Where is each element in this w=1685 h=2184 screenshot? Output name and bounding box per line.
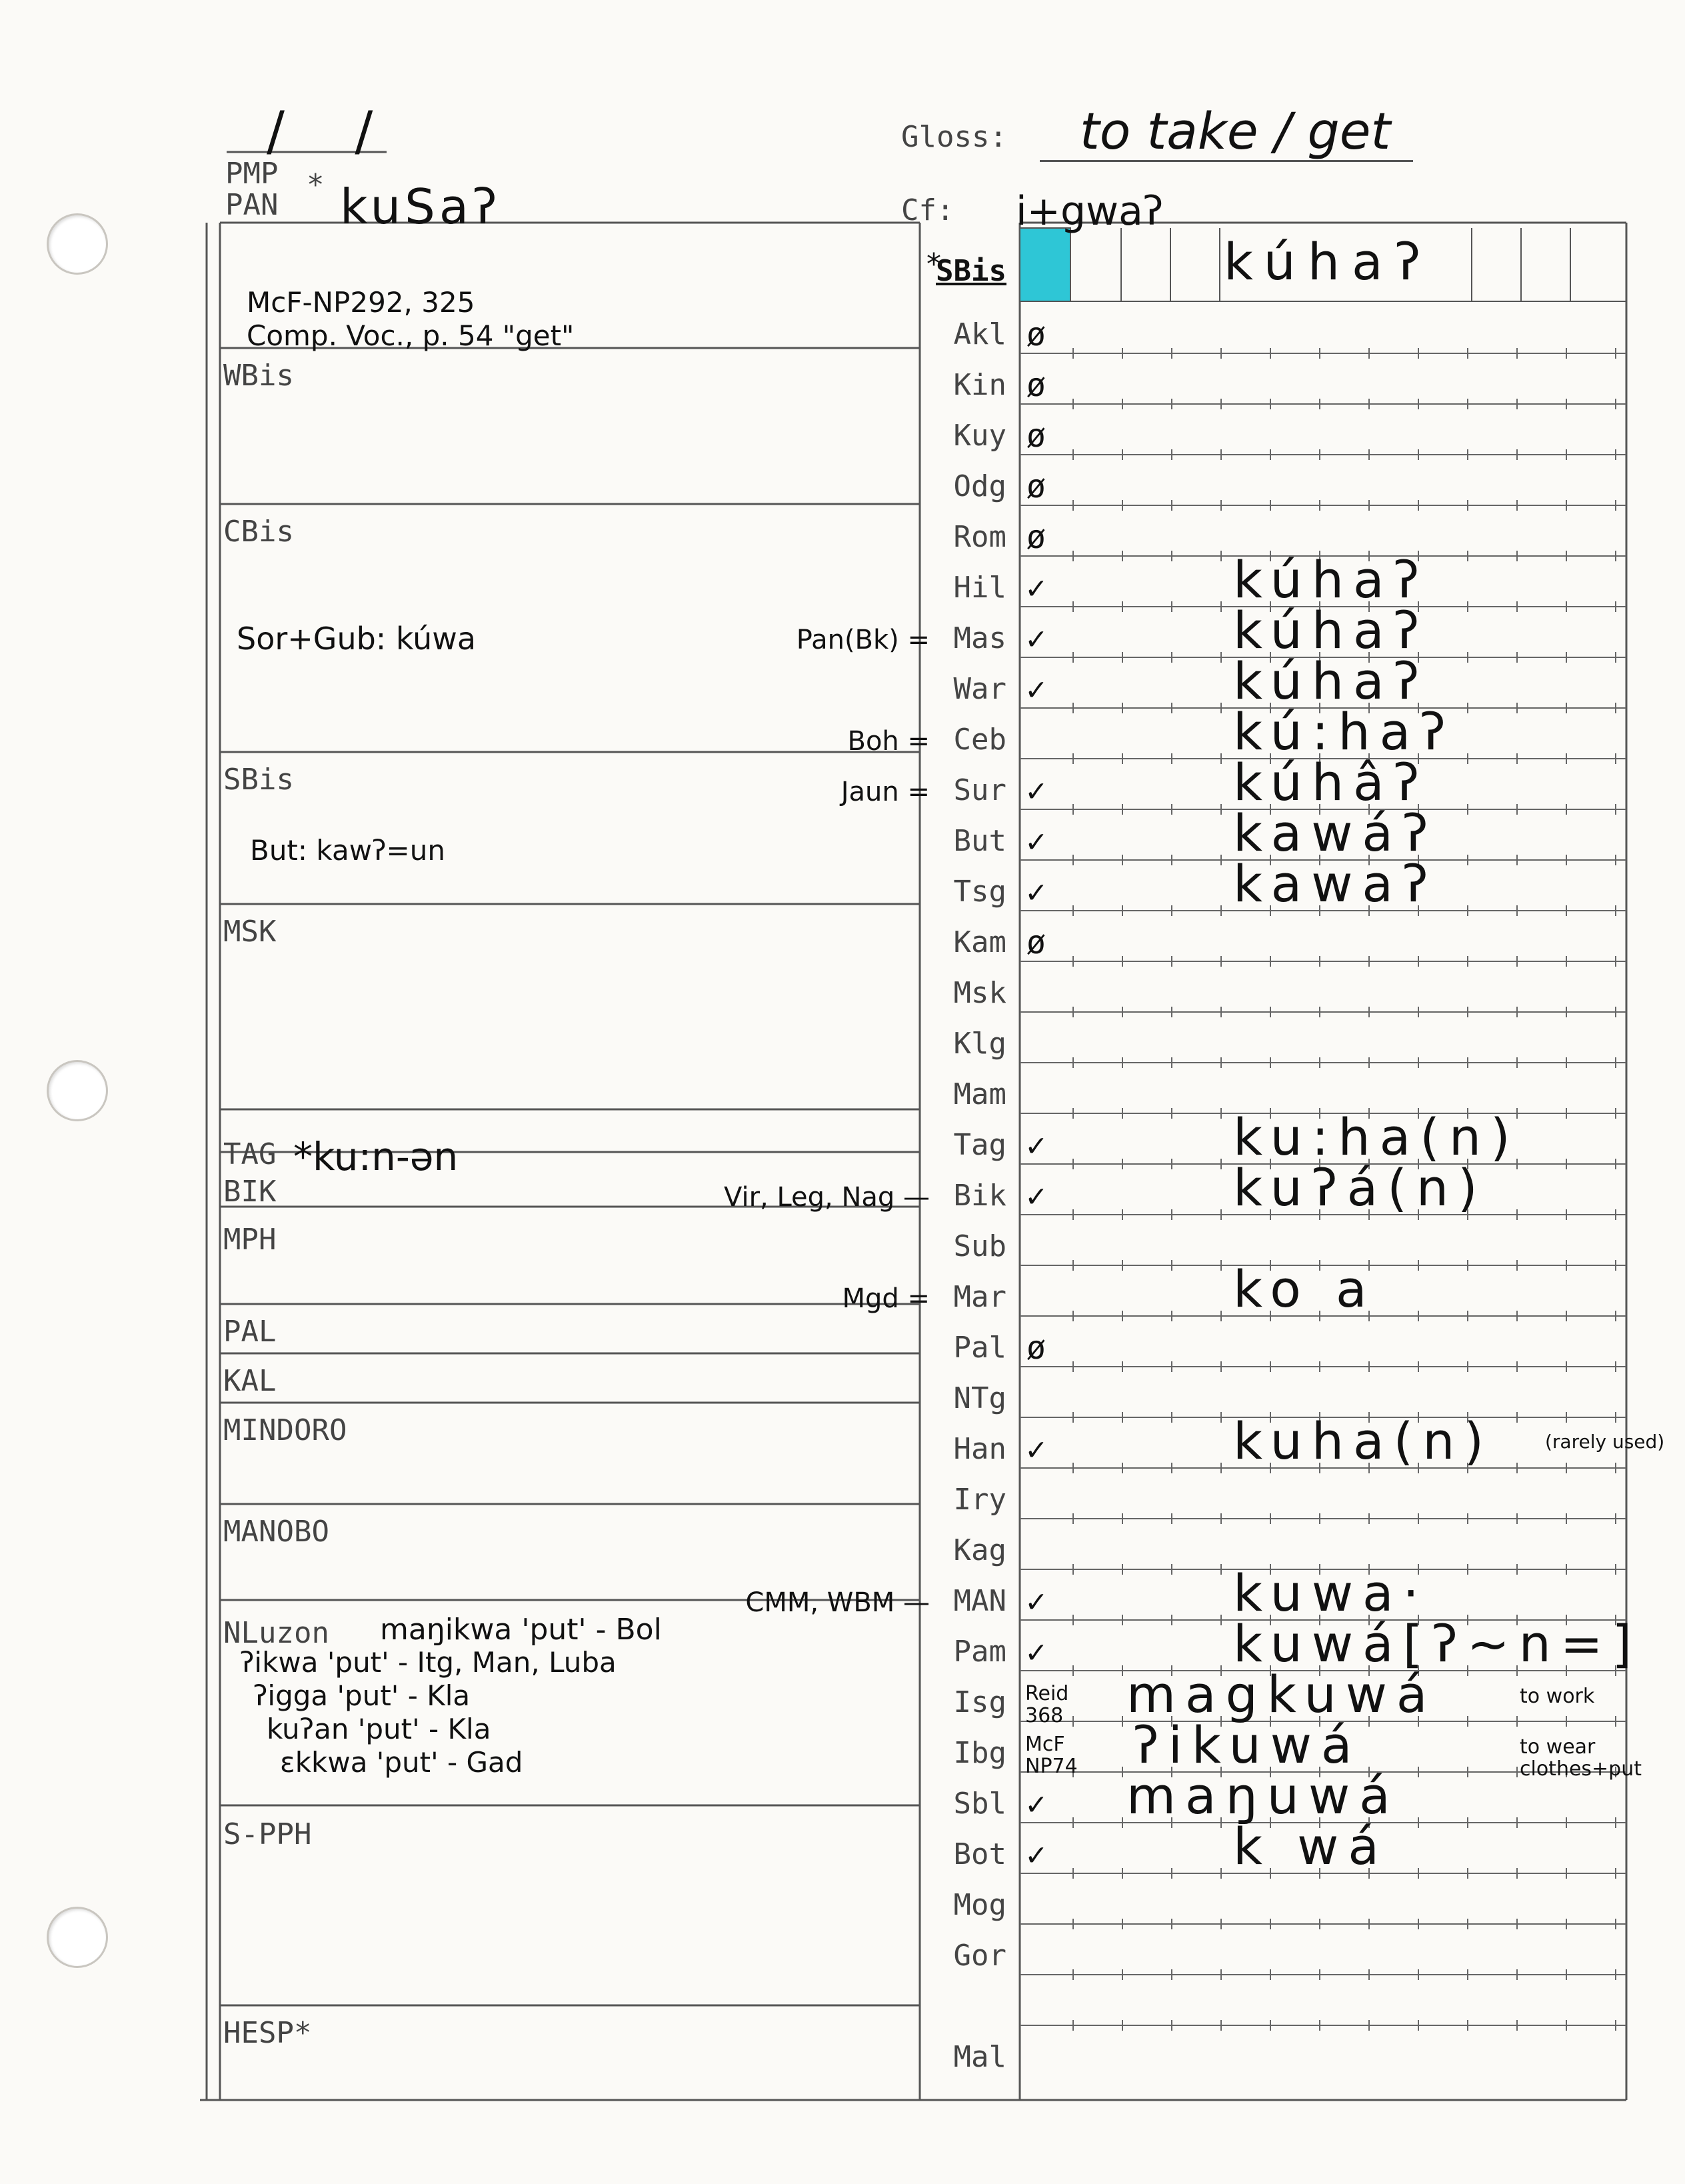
presence-mark: ø — [1026, 367, 1046, 404]
side-note: (rarely used) — [1545, 1431, 1665, 1453]
reflex-form: ʔikuwá — [1133, 1715, 1362, 1775]
language-code: Tag — [953, 1128, 1006, 1162]
language-code: Tsg — [953, 875, 1006, 909]
gloss-underline — [1040, 160, 1413, 162]
section-label: S-PPH — [223, 1817, 312, 1851]
cf-label: Cf: — [901, 193, 954, 227]
presence-mark: Reid 368 — [1025, 1682, 1069, 1727]
gloss-value: to take / get — [1080, 101, 1391, 161]
proto-asterisk: * — [307, 168, 325, 202]
section-label: TAG — [223, 1137, 277, 1171]
reflex-form: kuwa· — [1233, 1563, 1428, 1623]
reflex-form: kúhâʔ — [1233, 753, 1429, 812]
language-code: Mar — [953, 1280, 1006, 1314]
language-code: But — [953, 824, 1006, 858]
reflex-form: kuwá[ʔ~n=] — [1233, 1614, 1642, 1673]
presence-mark: ✓ — [1026, 1127, 1046, 1164]
pmp-label: PMP — [225, 157, 279, 191]
reflex-form: k wá — [1233, 1817, 1388, 1876]
language-code: Bot — [953, 1837, 1006, 1871]
language-code: Mal — [953, 2040, 1006, 2074]
section-note: ɛkkwa 'put' - Gad — [280, 1746, 523, 1779]
section-label: MPH — [223, 1223, 277, 1257]
presence-mark: ✓ — [1026, 1177, 1046, 1215]
presence-mark: ø — [1026, 519, 1046, 556]
section-label: MANOBO — [223, 1515, 329, 1549]
language-code: Sbl — [953, 1787, 1006, 1821]
presence-mark: ø — [1026, 417, 1046, 455]
reflex-form: kúhaʔ — [1224, 232, 1433, 291]
presence-mark: ✓ — [1026, 823, 1046, 860]
presence-mark: McF NP74 — [1025, 1733, 1078, 1778]
section-label: MINDORO — [223, 1413, 347, 1447]
reflex-form: kuʔá(n) — [1233, 1158, 1487, 1217]
section-label: WBis — [223, 359, 294, 393]
language-code: Kuy — [953, 419, 1006, 453]
language-code: Mam — [953, 1077, 1006, 1111]
reflex-form: kuha(n) — [1233, 1411, 1494, 1471]
presence-mark: ✓ — [1026, 620, 1046, 657]
presence-mark: ø — [1026, 1329, 1046, 1367]
language-code: Ibg — [953, 1736, 1006, 1770]
section-note: ʔikwa 'put' - Itg, Man, Luba — [240, 1646, 617, 1679]
presence-mark: ✓ — [1026, 1633, 1046, 1671]
reflex-form: magkuwá — [1126, 1665, 1437, 1724]
presence-mark: ✓ — [1026, 569, 1046, 607]
language-code: Mog — [953, 1888, 1006, 1922]
language-code: Kin — [953, 368, 1006, 402]
language-code: Gor — [953, 1939, 1006, 1973]
section-note: McF-NP292, 325 — [247, 286, 475, 319]
presence-mark: ✓ — [1026, 873, 1046, 911]
presence-mark: ✓ — [1026, 1785, 1046, 1823]
section-label: HESP* — [223, 2016, 312, 2050]
reflex-form: kúhaʔ — [1233, 550, 1429, 609]
language-code: Pam — [953, 1635, 1006, 1669]
language-code: Akl — [953, 317, 1006, 351]
section-label: CBis — [223, 515, 294, 549]
language-code: Sur — [953, 773, 1006, 807]
reflex-form: kú:haʔ — [1233, 702, 1455, 761]
presence-mark: ø — [1026, 468, 1046, 505]
section-note: kuʔan 'put' - Kla — [267, 1713, 491, 1745]
reflex-form: kúhaʔ — [1233, 651, 1429, 711]
language-code: Mas — [953, 621, 1006, 655]
language-prefix-note: CMM, WBM — — [745, 1587, 930, 1618]
reflex-form: kawaʔ — [1233, 854, 1438, 913]
language-prefix-note: Vir, Leg, Nag — — [723, 1182, 930, 1213]
gloss-label: Gloss: — [901, 120, 1007, 154]
language-code: Kag — [953, 1533, 1006, 1567]
language-code: Ceb — [953, 723, 1006, 757]
presence-mark: ✓ — [1026, 772, 1046, 809]
language-code: Bik — [953, 1179, 1006, 1213]
presence-mark: ✓ — [1026, 1583, 1046, 1620]
language-prefix-note: * — [926, 247, 941, 281]
language-code: Klg — [953, 1027, 1006, 1061]
language-code: SBis — [936, 254, 1006, 288]
language-prefix-note: Jaun = — [841, 777, 930, 807]
cf-value: i+gwaʔ — [1016, 188, 1164, 235]
presence-mark: ø — [1026, 924, 1046, 961]
section-label: MSK — [223, 915, 277, 949]
reflex-form: maŋuwá — [1126, 1766, 1400, 1825]
section-label: NLuzon — [223, 1616, 329, 1650]
language-code: MAN — [953, 1584, 1006, 1618]
language-code: Msk — [953, 976, 1006, 1010]
side-note: to work — [1520, 1685, 1595, 1708]
language-prefix-note: Boh = — [847, 726, 930, 757]
protoform: kuSaʔ — [340, 179, 501, 235]
pan-label: PAN — [225, 188, 279, 222]
section-inline-note: maŋikwa 'put' - Bol — [380, 1613, 662, 1647]
language-code: Isg — [953, 1685, 1006, 1719]
presence-mark: ✓ — [1026, 1836, 1046, 1873]
language-prefix-note: Mgd = — [842, 1283, 930, 1314]
reflex-form: kúhaʔ — [1233, 601, 1429, 660]
presence-mark: ø — [1026, 316, 1046, 353]
language-code: Pal — [953, 1331, 1006, 1365]
section-label: PAL — [223, 1315, 277, 1349]
section-label: BIK — [223, 1175, 277, 1209]
language-code: NTg — [953, 1381, 1006, 1415]
language-code: Rom — [953, 520, 1006, 554]
language-code: War — [953, 672, 1006, 706]
language-prefix-note: Pan(Bk) = — [796, 625, 930, 655]
side-note: to wear clothes+put — [1520, 1735, 1642, 1781]
section-note: But: kawʔ=un — [250, 834, 445, 867]
section-inline-note: *ku:n-ən — [293, 1134, 459, 1179]
reflex-form: ko a — [1233, 1259, 1376, 1319]
highlight-cell — [1020, 228, 1070, 301]
language-code: Iry — [953, 1483, 1006, 1517]
language-code: Hil — [953, 571, 1006, 605]
section-label: SBis — [223, 763, 294, 797]
section-label: KAL — [223, 1364, 277, 1398]
date-field: / / — [267, 100, 400, 162]
language-code: Odg — [953, 469, 1006, 503]
language-code: Han — [953, 1432, 1006, 1466]
section-note: ʔigga 'put' - Kla — [253, 1679, 471, 1712]
presence-mark: ✓ — [1026, 1431, 1046, 1468]
section-note: Comp. Voc., p. 54 "get" — [247, 319, 575, 352]
presence-mark: ✓ — [1026, 671, 1046, 708]
language-code: Sub — [953, 1229, 1006, 1263]
reflex-form: kawáʔ — [1233, 803, 1438, 863]
section-note: Sor+Gub: kúwa — [237, 621, 477, 657]
reflex-form: ku:ha(n) — [1233, 1107, 1520, 1167]
language-code: Kam — [953, 925, 1006, 959]
